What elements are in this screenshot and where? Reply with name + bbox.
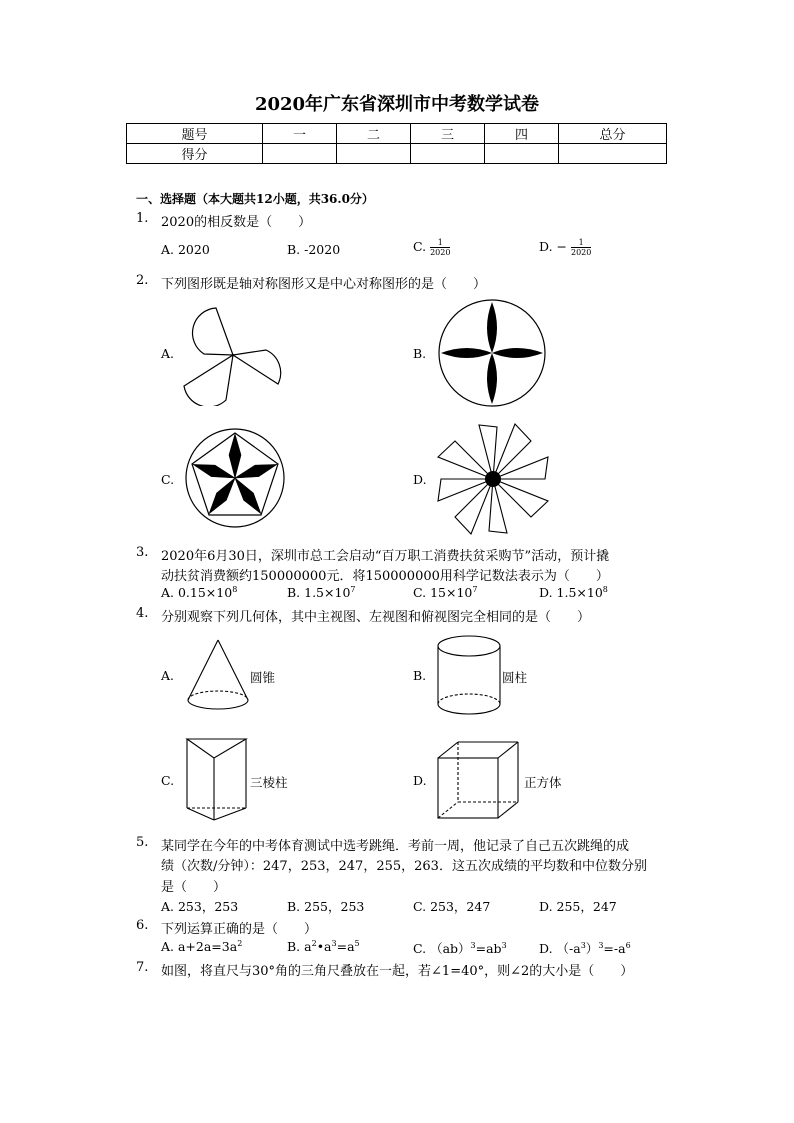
- q1-option-d: D. − $\frac{1}{2020}$: [539, 238, 592, 257]
- q7-number: 7.: [136, 960, 149, 975]
- q3-text-line1: 2020年6月30日，深圳市总工会启动“百万职工消费扶贫采购节”活动，预计撬: [161, 549, 610, 564]
- q1-text: 2020的相反数是（ ）: [161, 215, 312, 230]
- q5-option-c: C. 253，247: [413, 899, 491, 914]
- q2-option-d: D.: [413, 472, 427, 487]
- q3-number: 3.: [136, 545, 149, 560]
- page-title: 2020年广东省深圳市中考数学试卷: [254, 94, 540, 115]
- q5-number: 5.: [136, 835, 149, 850]
- q1-option-b: B. -2020: [287, 242, 341, 257]
- cylinder-figure: [436, 634, 502, 716]
- q4-option-d: D.: [413, 773, 427, 788]
- q2-option-b: B.: [413, 346, 427, 361]
- q2-number: 2.: [136, 273, 149, 288]
- q1-option-c: C. $\frac{1}{2020}$: [413, 238, 451, 257]
- q4-number: 4.: [136, 606, 149, 621]
- q2-option-a: A.: [161, 346, 175, 361]
- four-petal-circle-figure: [437, 298, 547, 408]
- q6-option-a: A. $a+2a=3a^2$: [161, 939, 243, 955]
- q5-option-a: A. 253，253: [161, 899, 239, 914]
- q2-text: 下列图形既是轴对称图形又是中心对称图形的是（ ）: [161, 277, 487, 292]
- table-row: 得分: [127, 144, 667, 164]
- blade-wheel-figure: [435, 420, 555, 538]
- q3-option-d: D. $1.5\times 10^8$: [539, 585, 608, 601]
- q3-option-c: C. $15\times 10^7$: [413, 585, 478, 601]
- q4-option-b: B.: [413, 668, 427, 683]
- q2-option-c: C.: [161, 472, 175, 487]
- q4-label-prism: 三棱柱: [250, 775, 288, 790]
- q4-label-cylinder: 圆柱: [502, 670, 528, 685]
- q4-label-cube: 正方体: [524, 775, 562, 790]
- q6-number: 6.: [136, 918, 149, 933]
- q1-number: 1.: [136, 211, 149, 226]
- q7-text: 如图，将直尺与30°角的三角尺叠放在一起，若∠1=40°，则∠2的大小是（ ）: [161, 964, 634, 979]
- score-table: [126, 123, 667, 164]
- table-row: 题号 一 二 三 四 总分: [127, 124, 667, 144]
- triangular-prism-figure: [184, 736, 250, 822]
- q6-text: 下列运算正确的是（ ）: [161, 922, 318, 937]
- q6-option-c: C. $(ab)^3=ab^3$: [413, 940, 507, 956]
- star-pentagon-figure: [184, 427, 286, 529]
- q3-option-a: A. $0.15\times 10^8$: [161, 585, 238, 601]
- cube-figure: [436, 740, 522, 822]
- pinwheel-figure: [178, 300, 284, 406]
- q4-option-c: C.: [161, 773, 175, 788]
- q4-option-a: A.: [161, 668, 175, 683]
- q1-option-a: A. 2020: [161, 242, 210, 257]
- q4-label-cone: 圆锥: [250, 670, 276, 685]
- q5-text-line1: 某同学在今年的中考体育测试中选考跳绳．考前一周，他记录了自己五次跳绳的成: [161, 839, 630, 854]
- q3-text-line2: 动扶贫消费额约150000000元．将150000000用科学记数法表示为（ ）: [161, 569, 609, 584]
- q5-option-d: D. 255，247: [539, 899, 617, 914]
- q5-text-line3: 是（ ）: [161, 880, 227, 895]
- q6-option-d: D. $(-a^3)^3=-a^6$: [539, 940, 631, 956]
- q3-option-b: B. $1.5\times 10^7$: [287, 585, 356, 601]
- q5-text-line2: 绩（次数/分钟）：247，253，247，255，263．这五次成绩的平均数和中位数分别: [161, 859, 647, 874]
- q6-option-b: B. $a^2•a^3=a^5$: [287, 939, 360, 955]
- q4-text: 分别观察下列几何体，其中主视图、左视图和俯视图完全相同的是（ ）: [161, 610, 591, 625]
- cone-figure: [186, 638, 250, 714]
- q5-option-b: B. 255，253: [287, 899, 365, 914]
- section-heading: 一、选择题（本大题共12小题，共36.0分）: [136, 192, 374, 206]
